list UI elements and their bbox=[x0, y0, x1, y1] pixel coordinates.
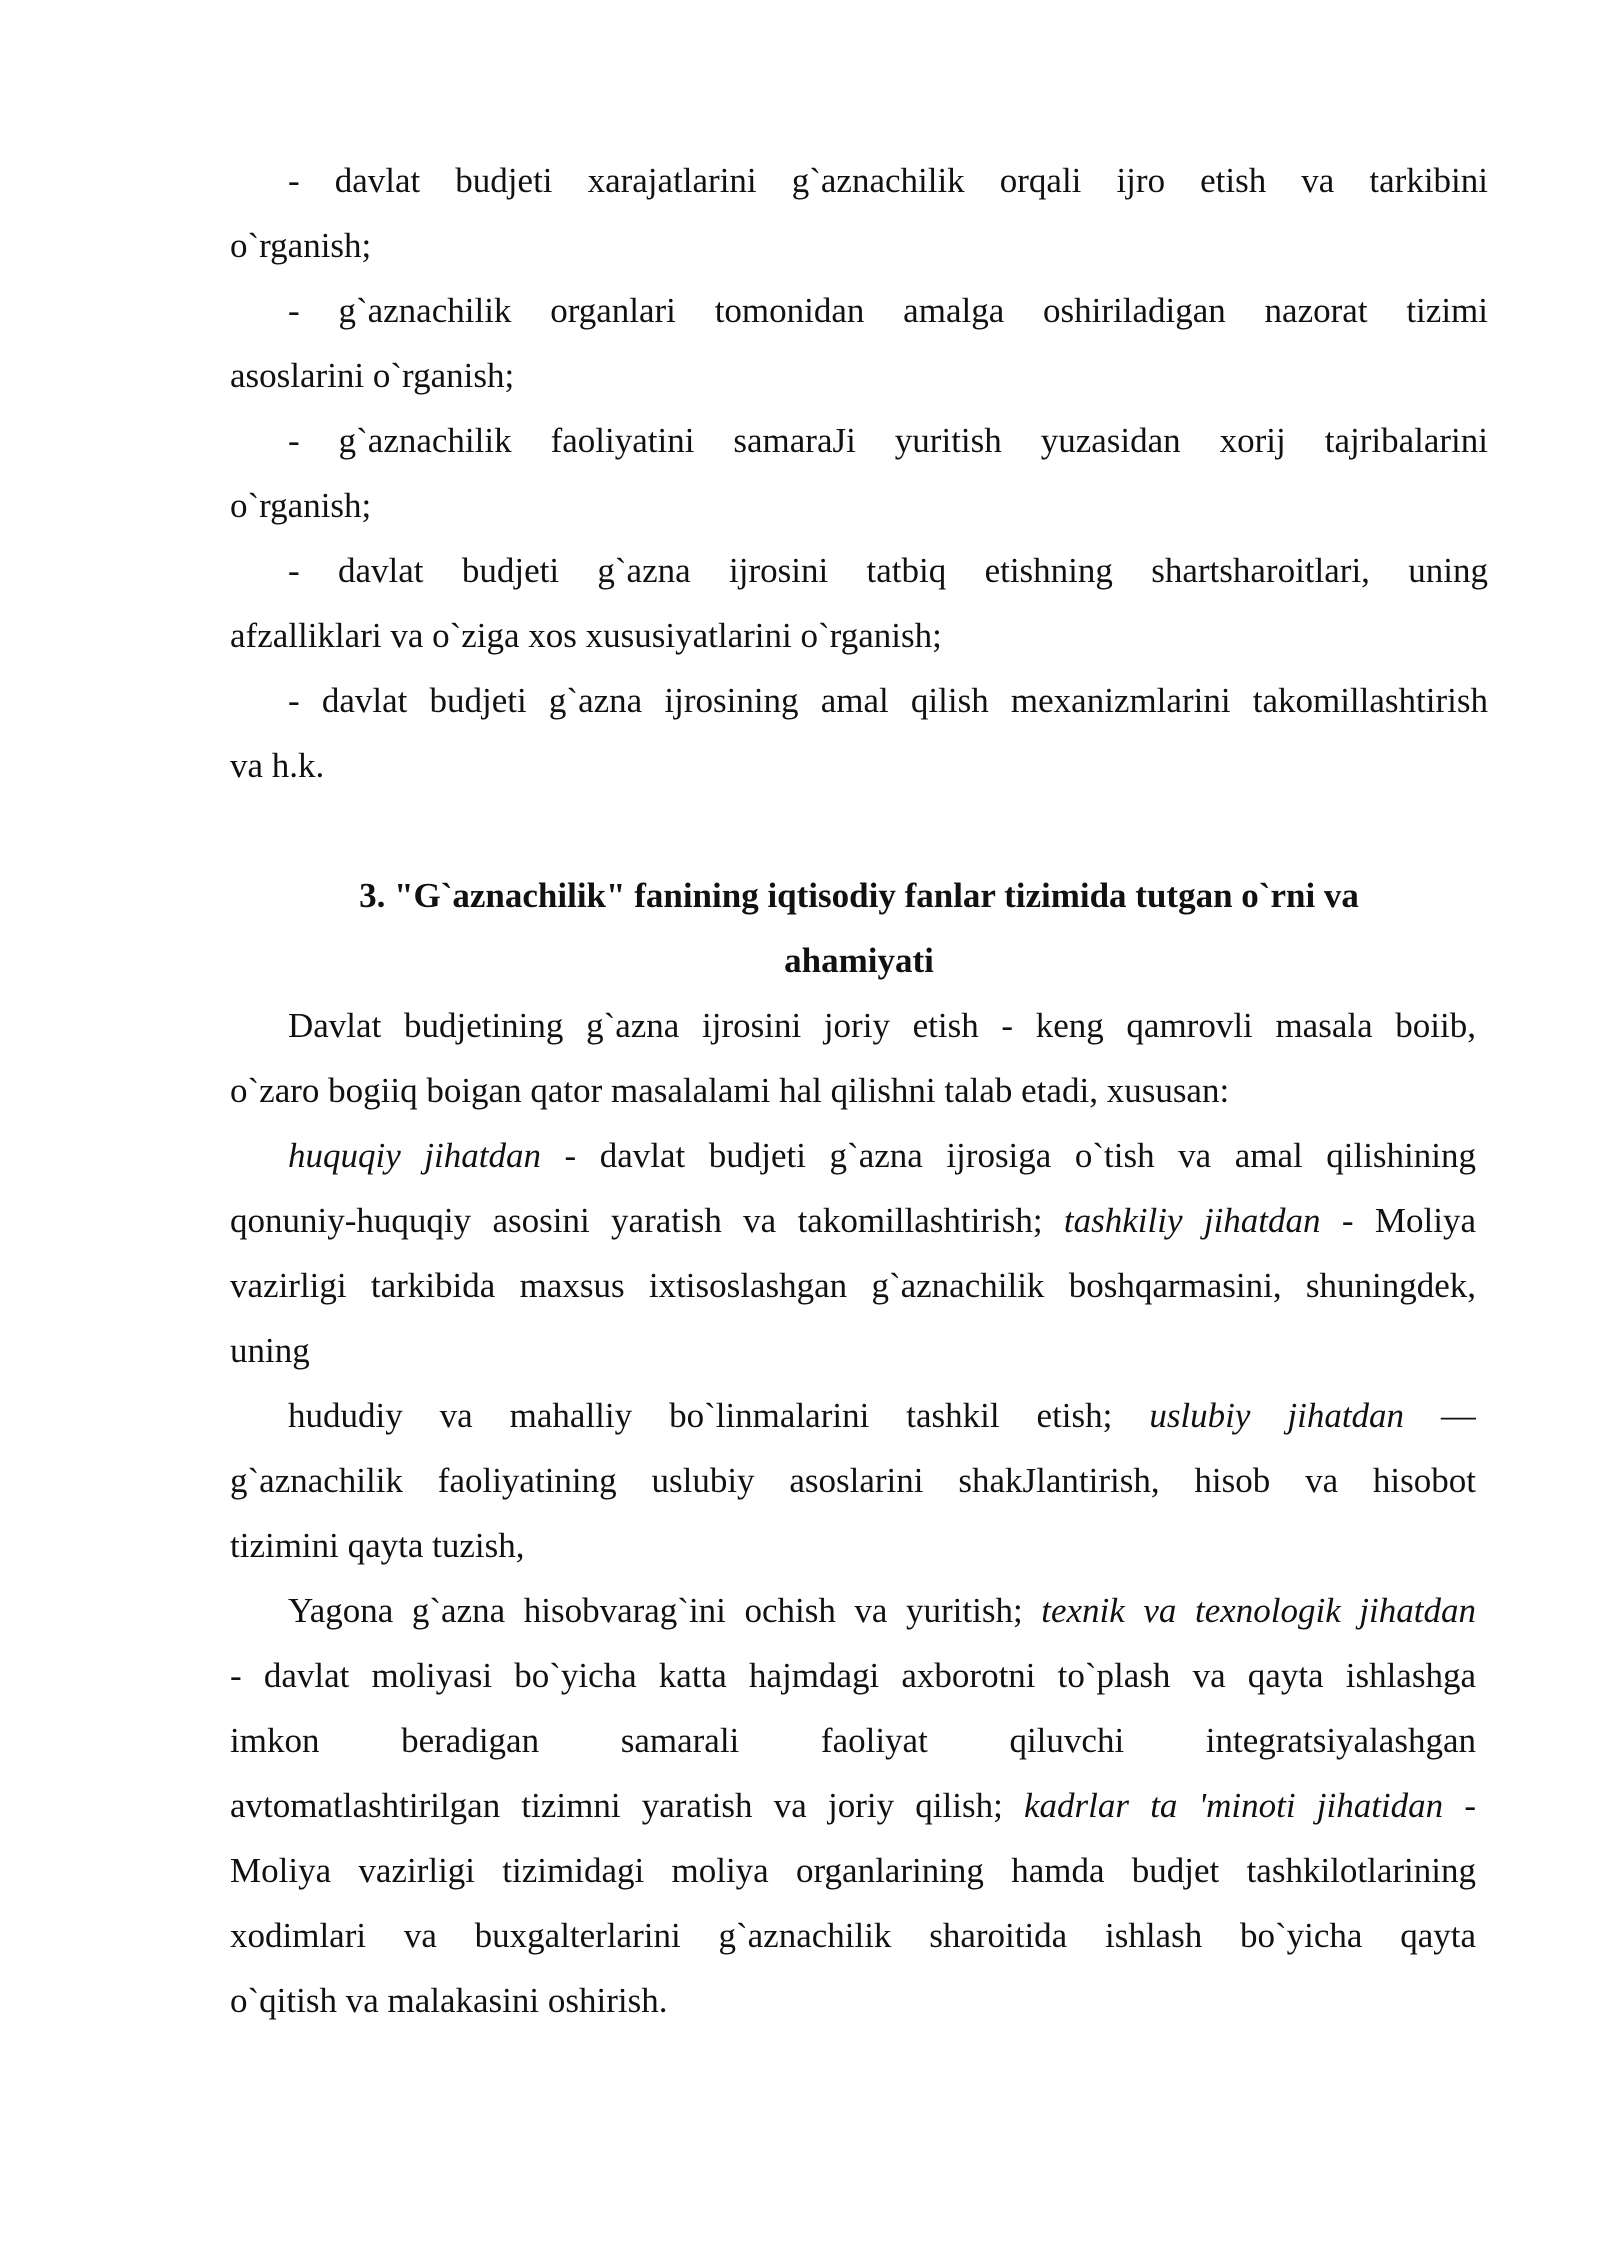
paragraph-3-line-2: g`aznachilik faoliyatining uslubiy asoslarini shakJlantirish, hisob va hisobot bbox=[230, 1461, 1476, 1500]
list-item-2-line-2: asoslarini o`rganish; bbox=[230, 356, 515, 395]
paragraph-1-line-2: o`zaro bogiiq boigan qator masalalami hal qilishni talab etadi, xususan: bbox=[230, 1071, 1230, 1110]
legal-aspect-text: - davlat budjeti g`azna ijrosiga o`tish va amal qilishining bbox=[540, 1136, 1476, 1175]
section-heading-line-2: ahamiyati bbox=[784, 941, 934, 980]
methodological-aspect-label: uslubiy jihatdan bbox=[1149, 1396, 1405, 1435]
list-item-3-line-1: - g`aznachilik faoliyatini samaraJi yuritish yuzasidan xorij tajribalarini bbox=[288, 421, 1488, 460]
list-item-4-line-1: - davlat budjeti g`azna ijrosini tatbiq etishning shartsharoitlari, uning bbox=[288, 551, 1488, 590]
section-body bbox=[230, 993, 1476, 2033]
technical-aspect-text: avtomatlashtirilgan tizimni yaratish va joriy qilish; bbox=[230, 1786, 1024, 1825]
treasury-account-text: Yagona g`azna hisobvarag`ini ochish va yuritish; bbox=[288, 1591, 1042, 1630]
paragraph-4-line-4 bbox=[230, 1773, 1476, 1838]
section-spacer bbox=[230, 798, 1488, 863]
personnel-aspect-label: kadrlar ta 'minoti jihatidan bbox=[1024, 1786, 1444, 1825]
paragraph-4-line-3: imkon beradigan samarali faoliyat qiluvchi integratsiyalashgan bbox=[230, 1721, 1476, 1760]
paragraph-2-line-1 bbox=[230, 1123, 1476, 1188]
section-heading-line-1: 3. "G`aznachilik" fanining iqtisodiy fanlar tizimida tutgan o`rni va bbox=[359, 876, 1359, 915]
paragraph-2-line-4: uning bbox=[230, 1331, 310, 1370]
technical-aspect-label: texnik va texnologik jihatdan bbox=[1041, 1591, 1476, 1630]
paragraph-1-line-1: Davlat budjetining g`azna ijrosini joriy etish - keng qamrovli masala boiib, bbox=[288, 1006, 1476, 1045]
legal-aspect-label: huquqiy jihatdan bbox=[288, 1136, 541, 1175]
list-item-1-line-2: o`rganish; bbox=[230, 226, 372, 265]
paragraph-2-line-2 bbox=[230, 1188, 1476, 1253]
paragraph-3-line-1 bbox=[230, 1383, 1476, 1448]
dash: - bbox=[1443, 1786, 1476, 1825]
list-item-3-line-2: o`rganish; bbox=[230, 486, 372, 525]
list-item-5-line-1: - davlat budjeti g`azna ijrosining amal qilish mexanizmlarini takomillashtirish bbox=[288, 681, 1488, 720]
organizational-aspect-label: tashkiliy jihatdan bbox=[1063, 1201, 1321, 1240]
paragraph-4-line-2: - davlat moliyasi bo`yicha katta hajmdagi axborotni to`plash va qayta ishlashga bbox=[230, 1656, 1476, 1695]
paragraph-2-line-3: vazirligi tarkibida maxsus ixtisoslashgan g`aznachilik boshqarmasini, shuningdek, bbox=[230, 1266, 1476, 1305]
list-item-2-line-1: - g`aznachilik organlari tomonidan amalga oshiriladigan nazorat tizimi bbox=[288, 291, 1488, 330]
organizational-aspect-text: - Moliya bbox=[1320, 1201, 1476, 1240]
paragraph-4-line-5: Moliya vazirligi tizimidagi moliya organlarining hamda budjet tashkilotlarining bbox=[230, 1851, 1476, 1890]
paragraph-4-line-1 bbox=[230, 1578, 1476, 1643]
list-item-4-line-2: afzalliklari va o`ziga xos xususiyatlarini o`rganish; bbox=[230, 616, 942, 655]
paragraph-4-line-6: xodimlari va buxgalterlarini g`aznachilik sharoitida ishlash bo`yicha qayta bbox=[230, 1916, 1476, 1955]
organizational-aspect-text-cont: hududiy va mahalliy bo`linmalarini tashkil etish; bbox=[288, 1396, 1150, 1435]
document-page bbox=[230, 148, 1488, 2033]
paragraph-4-line-7: o`qitish va malakasini oshirish. bbox=[230, 1981, 668, 2020]
list-item-5-line-2: va h.k. bbox=[230, 746, 325, 785]
legal-aspect-text-cont: qonuniy-huquqiy asosini yaratish va takomillashtirish; bbox=[230, 1201, 1064, 1240]
paragraph-3-line-3: tizimini qayta tuzish, bbox=[230, 1526, 525, 1565]
list-item-1-line-1: - davlat budjeti xarajatlarini g`aznachilik orqali ijro etish va tarkibini bbox=[288, 161, 1488, 200]
em-dash: — bbox=[1404, 1396, 1476, 1435]
